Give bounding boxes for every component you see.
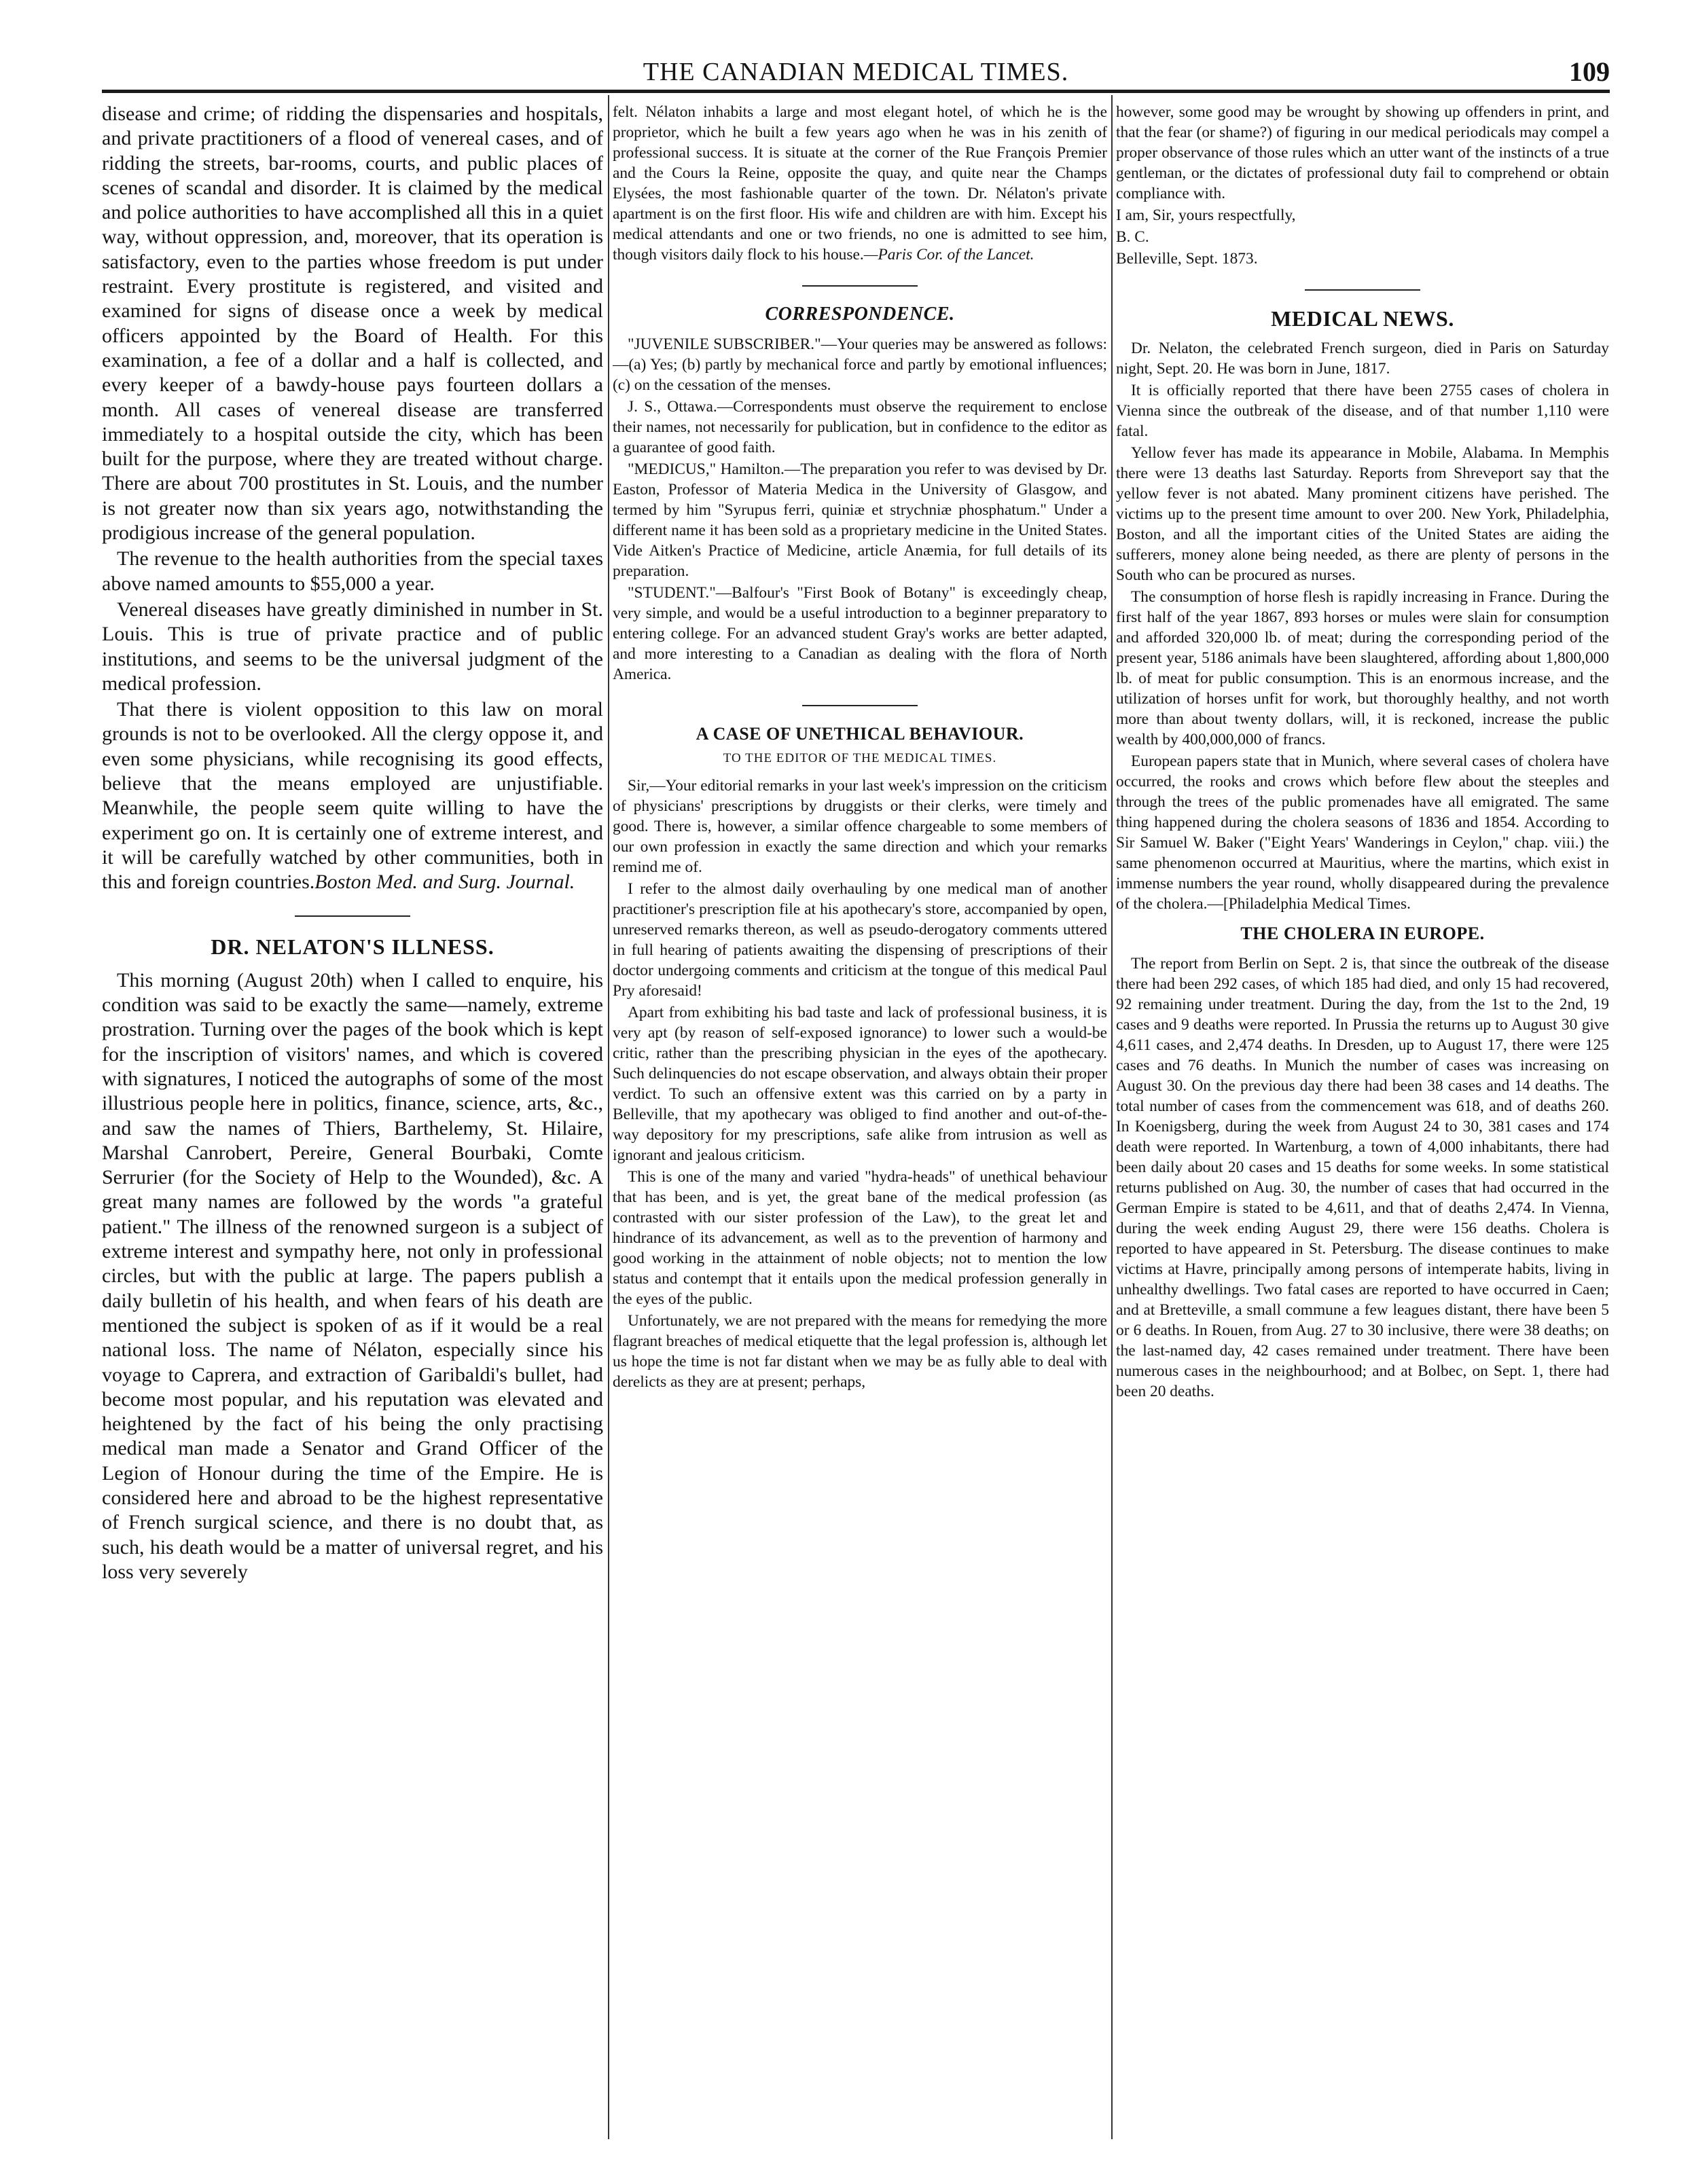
article-paragraph-text: felt. Nélaton inhabits a large and most elegant hotel, of which he is the proprietor, which he built a few years ago when he was in his zenith of professional success. It is situate at the corner of the Rue François Premier and the Cours la Reine, opposite the quay, and quite near the Champs Elysées, the most fashionable quarter of the town. Dr. Nélaton's private apartment is on the first floor. His wife and children are with him. Except his medical attendants and one or two friends, no one is admitted to see him, though visitors daily flock to his house. [613,103,1107,263]
section-rule [802,705,918,706]
article-paragraph: This morning (August 20th) when I called to enquire, his condition was said to be exactly the same—namely, extreme prostration. Turning over the pages of the book which is kept for the inscription of visitors' names, and which is covered with signatures, I noticed the autographs of some of the most illustrious people here in politics, finance, science, arts, &c., and saw the names of Thiers, Barthelemy, St. Hilaire, Marshal Canrobert, Pereire, General Bourbaki, Comte Serrurier (for the Society of Help to the Wounded), &c. A great many names are followed by the words "a grateful patient." The illness of the renowned surgeon is a subject of extreme interest and sympathy here, not only in professional circles, but with the public at large. The papers publish a daily bulletin of his health, and when fears of his death are mentioned the subject is spoken of as if it would be a real national loss. The name of Nélaton, especially since his voyage to Caprera, and extraction of Garibaldi's bullet, had become most popular, and his reputation was elevated and heightened by the fact of his being the only practising medical man made a Senator and Grand Officer of the Legion of Honour during the time of the Empire. He is considered here and abroad to be the highest representative of French surgical science, and there is no doubt that, as such, his death would be a matter of universal regret, and his loss very severely [102,968,603,1583]
section-rule [1305,289,1420,291]
column-3 [1116,102,1609,2173]
news-item: Yellow fever has made its appearance in Mobile, Alabama. In Memphis there were 13 deaths last Saturday. Reports from Shreveport say that the yellow fever is not abated. Many prominent citizens have perished. The victims up to the present time amount to over 200. New York, Philadelphia, Boston, and all the important cities of the United States are aiding the sufferers, money alone being needed, as there are plenty of persons in the South who can be procured as nurses. [1116,444,1609,584]
correspondence-item: "MEDICUS," Hamilton.—The preparation you refer to was devised by Dr. Easton, Professor of Materia Medica in the University of Glasgow, and termed by him "Syrupus ferri, quiniæ et strychniæ phosphatum." Under a different name it has been sold as a proprietary medicine in the United States. Vide Aitken's Practice of Medicine, article Anæmia, for full details of its preparation. [613,460,1107,580]
correspondence-item: "JUVENILE SUBSCRIBER."—Your queries may be answered as follows:—(a) Yes; (b) partly by mechanical force and partly by emotional influences; (c) on the cessation of the menses. [613,335,1107,394]
letter-paragraph: Sir,—Your editorial remarks in your last week's impression on the criticism of physicians' prescriptions by druggists or their clerks, were timely and good. There is, however, a similar offence chargeable to some members of our own profession in exactly the same direction and which your remarks remind me of. [613,777,1107,876]
header-rule [102,90,1610,93]
letter-addressee: TO THE EDITOR OF THE MEDICAL TIMES. [723,751,997,765]
article-paragraph: Venereal diseases have greatly diminished in number in St. Louis. This is true of private practice and of public institutions, and seems to be the universal judgment of the medical profession. [102,598,603,695]
letter-paragraph: This is one of the many and varied "hydra-heads" of unethical behaviour that has been, and is yet, the great bane of the medical profession (as contrasted with our sister profession of the Law), to the great let and hindrance of its advancement, as well as to the prevention of harmony and good working in the attainment of noble objects; not to mention the low status and contempt that it entails upon the medical profession generally in the eyes of the public. [613,1168,1107,1308]
column-divider-1 [608,95,609,2139]
correspondence-item: J. S., Ottawa.—Correspondents must observe the requirement to enclose their names, not necessarily for publication, but in confidence to the editor as a guarantee of good faith. [613,398,1107,456]
section-title-medical-news: MEDICAL NEWS. [1271,306,1454,331]
running-title: THE CANADIAN MEDICAL TIMES. [643,58,1069,86]
article-paragraph-text: That there is violent opposition to this law on moral grounds is not to be overlooked. All the clergy oppose it, and even some physicians, while recognising its good effects, believe that the means employed are unjustifiable. Meanwhile, the people seem quite willing to have the experiment go on. It is certainly one of extreme interest, and it will be carefully watched by other communities, both in this and foreign countries. [102,698,603,894]
page-number: 109 [1569,56,1610,87]
letter-initials: B. C. [1116,228,1149,246]
section-title-correspondence: CORRESPONDENCE. [765,304,955,325]
article-paragraph [613,102,1107,265]
letter-paragraph: Unfortunately, we are not prepared with the means for remedying the more flagrant breaches of medical etiquette that the legal profession is, although let us hope the time is not far distant when we may be as fully able to deal with derelicts as they are at present; perhaps, [613,1312,1107,1391]
letter-paragraph: I refer to the almost daily overhauling by one medical man of another practitioner's prescription file at his apothecary's store, accompanied by open, unreserved remarks thereon, as well as pseudo-derogatory comments uttered in full hearing of patients awaiting the dispensing of prescriptions of their doctor undergoing comments and criticism at the tongue of this medical Paul Pry aforesaid! [613,880,1107,1000]
section-title-cholera: THE CHOLERA IN EUROPE. [1240,924,1485,943]
letter-signoff: I am, Sir, yours respectfully, [1116,206,1296,224]
news-item: It is officially reported that there have been 2755 cases of cholera in Vienna since the outbreak of the disease, and of that number 1,110 were fatal. [1116,382,1609,440]
column-divider-2 [1111,95,1113,2139]
news-item: European papers state that in Munich, where several cases of cholera have occurred, the rooks and crows which before flew about the steeples and through the trees of the public promenades have all emigrated. The same thing happened during the cholera seasons of 1836 and 1854. According to Sir Samuel W. Baker ("Eight Years' Wanderings in Ceylon," chap. viii.) the same phenomenon occurred at Mauritius, where the martins, which exist in immense numbers the year round, wholly disappeared during the prevalence of the cholera.—[Philadelphia Medical Times. [1116,752,1609,913]
letter-paragraph: Apart from exhibiting his bad taste and lack of professional business, it is very apt (by reason of self-exposed ignorance) to lower such a would-be critic, rather than the prescribing physician in the eyes of the apothecary. Such delinquencies do not escape observation, and always obtain their proper verdict. To such an offensive extent was this carried on by a party in Belleville, that my apothecary was obliged to find another and out-of-the-way depository for my prescriptions, safe alike from intrusion as well as ignorant and jealous criticism. [613,1004,1107,1164]
article-paragraph: The revenue to the health authorities from the special taxes above named amounts to $55,000 a year. [102,547,603,595]
news-item: The consumption of horse flesh is rapidly increasing in France. During the first half of the year 1867, 893 horses or mules were slain for consumption and afforded 320,000 lb. of meat; during the corresponding period of the present year, 5186 animals have been slaughtered, affording about 1,800,000 lb. of meat for public consumption. This is an enormous increase, and the utilization of horses unfit for work, but thoroughly healthy, and not worth more than about twenty dollars, will, it is reckoned, increase the public wealth by 400,000,000 of francs. [1116,588,1609,748]
section-rule [802,285,918,287]
article-source: —Paris Cor. of the Lancet. [863,246,1034,263]
correspondence-item: "STUDENT."—Balfour's "First Book of Botany" is exceedingly cheap, very simple, and would be a useful introduction to a beginner preparatory to entering college. For an advanced student Gray's works are better adapted, and more interesting to a Canadian as dealing with the flora of North America. [613,584,1107,683]
letter-paragraph: however, some good may be wrought by showing up offenders in print, and that the fear (or shame?) of figuring in our medical periodicals may compel a proper observance of those rules which an utter want of the instincts of a true gentleman, or the dictates of professional duty fail to comprehend or obtain compliance with. [1116,103,1609,202]
article-source: Boston Med. and Surg. Journal. [314,871,575,894]
letter-dateline: Belleville, Sept. 1873. [1116,250,1258,268]
section-rule [295,915,410,917]
running-header [102,50,1610,91]
news-item: The report from Berlin on Sept. 2 is, that since the outbreak of the disease there had been 292 cases, of which 185 had died, and only 15 had recovered, 92 remaining under treatment. During the day, from the 1st to the 2nd, 19 cases and 9 deaths were reported. In Prussia the returns up to August 30 give 4,611 cases, and 2,474 deaths. In Dresden, up to August 17, there were 125 cases and 76 deaths. In Munich the number of cases was increasing on August 30. On the previous day there had been 38 cases and 14 deaths. The total number of cases from the commencement was 618, and of deaths 260. In Koenigsberg, during the week from August 24 to 30, 381 cases and 174 death were reported. In Wartenburg, a town of 4,000 inhabitants, there had been daily about 20 cases and 15 deaths for some weeks. In some statistical returns published on Aug. 30, the number of cases that had occurred in the German Empire is stated to be 4,611, and that of deaths 2,474. In Vienna, during the week ending August 29, there were 156 deaths. Cholera is reported to have appeared in St. Petersburg. The disease continues to make victims at Havre, principally among persons of intemperate habits, living in unhealthy dwellings. Two fatal cases are reported to have occurred in Caen; and at Bretteville, a small commune a few leagues distant, there have been 5 or 6 deaths. In Rouen, from Aug. 27 to 30 inclusive, there were 38 deaths; on the last-named day, 42 cases remained under treatment. There have been numerous cases in the neighbourhood; and at Bolbec, on Sept. 1, there had been 20 deaths. [1116,955,1609,1400]
section-title-unethical: A CASE OF UNETHICAL BEHAVIOUR. [696,724,1024,744]
column-2 [613,102,1107,2173]
section-title-nelaton: DR. NELATON'S ILLNESS. [211,934,494,959]
column-1 [102,102,603,2173]
article-paragraph: disease and crime; of ridding the dispensaries and hospitals, and private practitioners of a flood of venereal cases, and of ridding the streets, bar-rooms, courts, and public places of scenes of scandal and disorder. It is claimed by the medical and police authorities to have accomplished all this in a quiet way, without oppression, and, moreover, that its operation is satisfactory, even to the parties whose freedom is put under restraint. Every prostitute is registered, and visited and examined for signs of disease once a week by medical officers appointed by the Board of Health. For this examination, a fee of a dollar and a half is collected, and every keeper of a bawdy-house pays fourteen dollars a month. All cases of venereal disease are transferred immediately to a hospital outside the city, which has been built for the purpose, where they are treated without charge. There are about 700 prostitutes in St. Louis, and the number is not greater now than six years ago, notwithstanding the prodigious increase of the general population. [102,103,603,545]
news-item: Dr. Nelaton, the celebrated French surgeon, died in Paris on Saturday night, Sept. 20. He was born in June, 1817. [1116,340,1609,378]
article-paragraph [102,697,603,894]
